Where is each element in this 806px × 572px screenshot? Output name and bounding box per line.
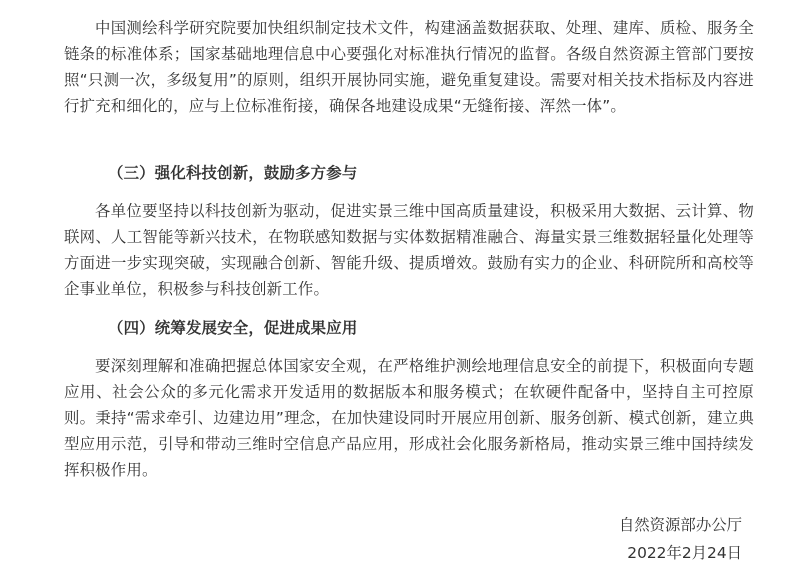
signature-date: 2022年2月24日 [627,544,742,562]
section-heading-three: （三）强化科技创新，鼓励多方参与 [108,164,358,182]
paragraph-security-application: 要深刻理解和准确把握总体国家安全观，在严格维护测绘地理信息安全的前提下，积极面向专题应用、社会公众的多元化需求开发适用的数据版本和服务模式；在软硬件配备中，坚持自主可控原则。秉持“需求牵引、边建边用”理念，在加快建设同时开展应用创新、服务创新、模式创新，建立典型应用示范，引导和带动三维时空信息产品应用，形成社会化服务新格局，推动实景三维中国持续发挥积极作用。 [64,357,754,479]
document-body [64,0,754,572]
paragraph-standards: 中国测绘科学研究院要加快组织制定技术文件，构建涵盖数据获取、处理、建库、质检、服务全链条的标准体系；国家基础地理信息中心要强化对标准执行情况的监督。各级自然资源主管部门要按照“只测一次，多级复用”的原则，组织开展协同实施，避免重复建设。需要对相关技术指标及内容进行扩充和细化的，应与上位标准衔接，确保各地建设成果“无缝衔接、浑然一体”。 [64,19,754,115]
paragraph-innovation: 各单位要坚持以科技创新为驱动，促进实景三维中国高质量建设，积极采用大数据、云计算、物联网、人工智能等新兴技术，在物联感知数据与实体数据精准融合、海量实景三维数据轻量化处理等方面进一步实现突破，实现融合创新、智能升级、提质增效。鼓励有实力的企业、科研院所和高校等企事业单位，积极参与科技创新工作。 [64,202,754,298]
section-heading-four: （四）统筹发展安全，促进成果应用 [108,319,358,337]
signature-organization: 自然资源部办公厅 [618,516,742,534]
